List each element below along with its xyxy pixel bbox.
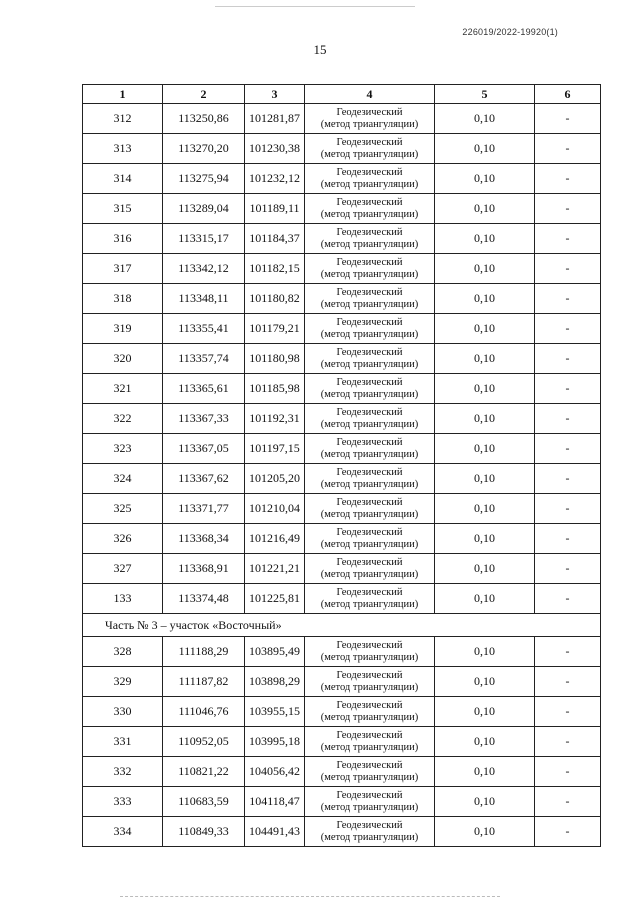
method-line-1: Геодезический <box>336 819 403 831</box>
table-row <box>83 104 601 134</box>
point-number-cell: 327 <box>83 554 163 584</box>
note-cell: - <box>535 584 601 614</box>
note-cell: - <box>535 464 601 494</box>
table-body <box>83 104 601 847</box>
method-cell <box>305 464 435 494</box>
table-row <box>83 817 601 847</box>
y-coordinate-cell: 101225,81 <box>245 584 305 614</box>
y-coordinate-cell: 104118,47 <box>245 787 305 817</box>
column-header-3: 3 <box>245 85 305 104</box>
table-row <box>83 637 601 667</box>
method-line-2: (метод триангуляции) <box>320 831 419 843</box>
note-cell: - <box>535 374 601 404</box>
method-line-1: Геодезический <box>336 346 403 358</box>
accuracy-cell: 0,10 <box>435 104 535 134</box>
method-cell <box>305 254 435 284</box>
table-row <box>83 314 601 344</box>
method-line-1: Геодезический <box>336 406 403 418</box>
point-number-cell: 325 <box>83 494 163 524</box>
document-id: 226019/2022-19920(1) <box>462 27 558 37</box>
method-line-2: (метод триангуляции) <box>320 508 419 520</box>
note-cell: - <box>535 757 601 787</box>
table-row <box>83 284 601 314</box>
y-coordinate-cell: 101197,15 <box>245 434 305 464</box>
method-line-2: (метод триангуляции) <box>320 238 419 250</box>
method-line-1: Геодезический <box>336 376 403 388</box>
method-line-2: (метод триангуляции) <box>320 568 419 580</box>
accuracy-cell: 0,10 <box>435 434 535 464</box>
method-line-2: (метод триангуляции) <box>320 801 419 813</box>
x-coordinate-cell: 111188,29 <box>163 637 245 667</box>
section-label: Часть № 3 – участок «Восточный» <box>83 614 601 637</box>
scan-top-line <box>215 6 415 7</box>
accuracy-cell: 0,10 <box>435 757 535 787</box>
column-header-4: 4 <box>305 85 435 104</box>
point-number-cell: 320 <box>83 344 163 374</box>
point-number-cell: 315 <box>83 194 163 224</box>
accuracy-cell: 0,10 <box>435 637 535 667</box>
accuracy-cell: 0,10 <box>435 194 535 224</box>
method-cell <box>305 524 435 554</box>
x-coordinate-cell: 113367,05 <box>163 434 245 464</box>
x-coordinate-cell: 111187,82 <box>163 667 245 697</box>
y-coordinate-cell: 101192,31 <box>245 404 305 434</box>
method-line-2: (метод триангуляции) <box>320 388 419 400</box>
method-line-2: (метод триангуляции) <box>320 598 419 610</box>
accuracy-cell: 0,10 <box>435 697 535 727</box>
point-number-cell: 133 <box>83 584 163 614</box>
y-coordinate-cell: 101205,20 <box>245 464 305 494</box>
x-coordinate-cell: 113270,20 <box>163 134 245 164</box>
table-row <box>83 757 601 787</box>
x-coordinate-cell: 113368,34 <box>163 524 245 554</box>
accuracy-cell: 0,10 <box>435 284 535 314</box>
accuracy-cell: 0,10 <box>435 404 535 434</box>
point-number-cell: 314 <box>83 164 163 194</box>
point-number-cell: 321 <box>83 374 163 404</box>
point-number-cell: 318 <box>83 284 163 314</box>
y-coordinate-cell: 103955,15 <box>245 697 305 727</box>
note-cell: - <box>535 727 601 757</box>
table-row <box>83 524 601 554</box>
method-line-2: (метод триангуляции) <box>320 358 419 370</box>
point-number-cell: 329 <box>83 667 163 697</box>
y-coordinate-cell: 101230,38 <box>245 134 305 164</box>
method-cell <box>305 134 435 164</box>
method-line-1: Геодезический <box>336 166 403 178</box>
method-line-1: Геодезический <box>336 256 403 268</box>
note-cell: - <box>535 697 601 727</box>
note-cell: - <box>535 554 601 584</box>
method-cell <box>305 637 435 667</box>
method-line-2: (метод триангуляции) <box>320 651 419 663</box>
accuracy-cell: 0,10 <box>435 464 535 494</box>
x-coordinate-cell: 113250,86 <box>163 104 245 134</box>
x-coordinate-cell: 110683,59 <box>163 787 245 817</box>
scan-bottom-line <box>120 896 500 897</box>
y-coordinate-cell: 101232,12 <box>245 164 305 194</box>
point-number-cell: 330 <box>83 697 163 727</box>
note-cell: - <box>535 524 601 554</box>
accuracy-cell: 0,10 <box>435 667 535 697</box>
note-cell: - <box>535 104 601 134</box>
note-cell: - <box>535 404 601 434</box>
accuracy-cell: 0,10 <box>435 374 535 404</box>
note-cell: - <box>535 817 601 847</box>
point-number-cell: 316 <box>83 224 163 254</box>
y-coordinate-cell: 103995,18 <box>245 727 305 757</box>
table-row <box>83 224 601 254</box>
y-coordinate-cell: 101185,98 <box>245 374 305 404</box>
y-coordinate-cell: 103895,49 <box>245 637 305 667</box>
table-row <box>83 787 601 817</box>
method-cell <box>305 404 435 434</box>
table-header-row <box>83 85 601 104</box>
method-line-2: (метод триангуляции) <box>320 771 419 783</box>
y-coordinate-cell: 101180,82 <box>245 284 305 314</box>
method-cell <box>305 787 435 817</box>
note-cell: - <box>535 637 601 667</box>
method-cell <box>305 757 435 787</box>
method-line-2: (метод триангуляции) <box>320 538 419 550</box>
method-line-1: Геодезический <box>336 316 403 328</box>
accuracy-cell: 0,10 <box>435 254 535 284</box>
accuracy-cell: 0,10 <box>435 224 535 254</box>
point-number-cell: 323 <box>83 434 163 464</box>
note-cell: - <box>535 284 601 314</box>
y-coordinate-cell: 101182,15 <box>245 254 305 284</box>
method-line-2: (метод триангуляции) <box>320 148 419 160</box>
accuracy-cell: 0,10 <box>435 787 535 817</box>
table-row <box>83 374 601 404</box>
method-cell <box>305 697 435 727</box>
page-number: 15 <box>313 42 327 57</box>
point-number-cell: 331 <box>83 727 163 757</box>
method-line-2: (метод триангуляции) <box>320 741 419 753</box>
method-line-1: Геодезический <box>336 286 403 298</box>
method-line-1: Геодезический <box>336 226 403 238</box>
method-line-2: (метод триангуляции) <box>320 298 419 310</box>
method-line-1: Геодезический <box>336 526 403 538</box>
method-cell <box>305 194 435 224</box>
accuracy-cell: 0,10 <box>435 817 535 847</box>
note-cell: - <box>535 434 601 464</box>
y-coordinate-cell: 101189,11 <box>245 194 305 224</box>
note-cell: - <box>535 134 601 164</box>
point-number-cell: 317 <box>83 254 163 284</box>
method-line-2: (метод триангуляции) <box>320 681 419 693</box>
method-cell <box>305 434 435 464</box>
y-coordinate-cell: 103898,29 <box>245 667 305 697</box>
table-row <box>83 254 601 284</box>
method-cell <box>305 727 435 757</box>
note-cell: - <box>535 194 601 224</box>
x-coordinate-cell: 113348,11 <box>163 284 245 314</box>
y-coordinate-cell: 104056,42 <box>245 757 305 787</box>
note-cell: - <box>535 344 601 374</box>
note-cell: - <box>535 314 601 344</box>
x-coordinate-cell: 111046,76 <box>163 697 245 727</box>
column-header-1: 1 <box>83 85 163 104</box>
point-number-cell: 328 <box>83 637 163 667</box>
x-coordinate-cell: 113365,61 <box>163 374 245 404</box>
method-line-2: (метод триангуляции) <box>320 478 419 490</box>
section-row <box>83 614 601 637</box>
x-coordinate-cell: 113315,17 <box>163 224 245 254</box>
accuracy-cell: 0,10 <box>435 164 535 194</box>
method-line-2: (метод триангуляции) <box>320 268 419 280</box>
method-cell <box>305 374 435 404</box>
method-cell <box>305 667 435 697</box>
accuracy-cell: 0,10 <box>435 494 535 524</box>
table-row <box>83 134 601 164</box>
method-cell <box>305 584 435 614</box>
method-cell <box>305 104 435 134</box>
method-line-1: Геодезический <box>336 699 403 711</box>
method-cell <box>305 224 435 254</box>
y-coordinate-cell: 101184,37 <box>245 224 305 254</box>
accuracy-cell: 0,10 <box>435 554 535 584</box>
x-coordinate-cell: 113374,48 <box>163 584 245 614</box>
y-coordinate-cell: 101210,04 <box>245 494 305 524</box>
coordinates-table <box>82 84 601 847</box>
note-cell: - <box>535 494 601 524</box>
method-line-1: Геодезический <box>336 759 403 771</box>
accuracy-cell: 0,10 <box>435 314 535 344</box>
x-coordinate-cell: 113275,94 <box>163 164 245 194</box>
method-line-2: (метод триангуляции) <box>320 178 419 190</box>
table-row <box>83 554 601 584</box>
method-line-1: Геодезический <box>336 586 403 598</box>
method-line-2: (метод триангуляции) <box>320 448 419 460</box>
y-coordinate-cell: 101216,49 <box>245 524 305 554</box>
table-row <box>83 727 601 757</box>
x-coordinate-cell: 113371,77 <box>163 494 245 524</box>
y-coordinate-cell: 104491,43 <box>245 817 305 847</box>
point-number-cell: 333 <box>83 787 163 817</box>
x-coordinate-cell: 110952,05 <box>163 727 245 757</box>
table-row <box>83 404 601 434</box>
method-cell <box>305 817 435 847</box>
x-coordinate-cell: 110849,33 <box>163 817 245 847</box>
method-line-1: Геодезический <box>336 639 403 651</box>
point-number-cell: 313 <box>83 134 163 164</box>
method-line-1: Геодезический <box>336 466 403 478</box>
column-header-6: 6 <box>535 85 601 104</box>
accuracy-cell: 0,10 <box>435 584 535 614</box>
method-line-1: Геодезический <box>336 669 403 681</box>
method-line-1: Геодезический <box>336 436 403 448</box>
method-line-2: (метод триангуляции) <box>320 418 419 430</box>
column-header-5: 5 <box>435 85 535 104</box>
method-line-1: Геодезический <box>336 136 403 148</box>
method-cell <box>305 314 435 344</box>
method-line-2: (метод триангуляции) <box>320 208 419 220</box>
accuracy-cell: 0,10 <box>435 344 535 374</box>
y-coordinate-cell: 101221,21 <box>245 554 305 584</box>
method-line-2: (метод триангуляции) <box>320 118 419 130</box>
method-line-1: Геодезический <box>336 106 403 118</box>
point-number-cell: 319 <box>83 314 163 344</box>
point-number-cell: 332 <box>83 757 163 787</box>
table-row <box>83 344 601 374</box>
method-cell <box>305 284 435 314</box>
x-coordinate-cell: 113355,41 <box>163 314 245 344</box>
table-row <box>83 434 601 464</box>
note-cell: - <box>535 254 601 284</box>
point-number-cell: 324 <box>83 464 163 494</box>
x-coordinate-cell: 113367,33 <box>163 404 245 434</box>
method-cell <box>305 494 435 524</box>
accuracy-cell: 0,10 <box>435 524 535 554</box>
table-row <box>83 494 601 524</box>
table-row <box>83 194 601 224</box>
table-row <box>83 464 601 494</box>
method-cell <box>305 164 435 194</box>
method-line-1: Геодезический <box>336 496 403 508</box>
accuracy-cell: 0,10 <box>435 727 535 757</box>
point-number-cell: 322 <box>83 404 163 434</box>
note-cell: - <box>535 224 601 254</box>
method-line-1: Геодезический <box>336 556 403 568</box>
column-header-2: 2 <box>163 85 245 104</box>
y-coordinate-cell: 101180,98 <box>245 344 305 374</box>
method-cell <box>305 554 435 584</box>
table-row <box>83 697 601 727</box>
method-cell <box>305 344 435 374</box>
x-coordinate-cell: 113342,12 <box>163 254 245 284</box>
x-coordinate-cell: 113368,91 <box>163 554 245 584</box>
x-coordinate-cell: 113357,74 <box>163 344 245 374</box>
point-number-cell: 312 <box>83 104 163 134</box>
note-cell: - <box>535 787 601 817</box>
note-cell: - <box>535 164 601 194</box>
table-row <box>83 164 601 194</box>
accuracy-cell: 0,10 <box>435 134 535 164</box>
note-cell: - <box>535 667 601 697</box>
table-row <box>83 584 601 614</box>
x-coordinate-cell: 113367,62 <box>163 464 245 494</box>
y-coordinate-cell: 101281,87 <box>245 104 305 134</box>
y-coordinate-cell: 101179,21 <box>245 314 305 344</box>
x-coordinate-cell: 113289,04 <box>163 194 245 224</box>
x-coordinate-cell: 110821,22 <box>163 757 245 787</box>
method-line-1: Геодезический <box>336 196 403 208</box>
method-line-1: Геодезический <box>336 789 403 801</box>
point-number-cell: 326 <box>83 524 163 554</box>
method-line-2: (метод триангуляции) <box>320 711 419 723</box>
point-number-cell: 334 <box>83 817 163 847</box>
method-line-2: (метод триангуляции) <box>320 328 419 340</box>
method-line-1: Геодезический <box>336 729 403 741</box>
table-row <box>83 667 601 697</box>
